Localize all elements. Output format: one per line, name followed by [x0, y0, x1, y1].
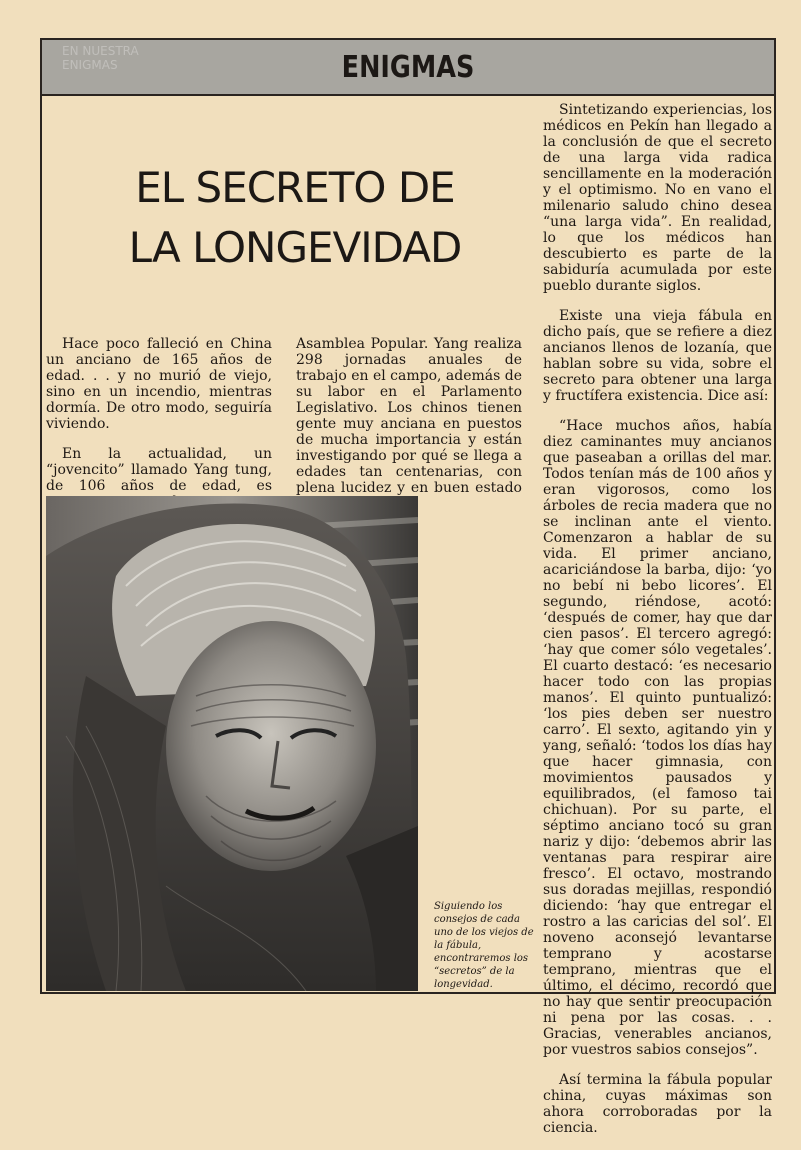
bleed-through-text: EN NUESTRA ENIGMAS	[62, 44, 139, 72]
paragraph: Asamblea Popular. Yang realiza 298 jornadas anuales de trabajo en el campo, además de su labor en el Parlamento Legislativo. Los chinos tienen gente muy anciana en puestos de mucha importancia y están investigando por qué se llega a edades tan centenarias, con plena lucidez y en buen estado	[296, 336, 523, 496]
paragraph: Así termina la fábula popular china, cuyas máximas son ahora corroboradas por la ciencia.	[543, 1072, 772, 1136]
title-line-1: EL SECRETO DE	[135, 163, 455, 212]
elderly-woman-photo	[46, 496, 418, 991]
paragraph: En la actualidad, un “jovencito” llamado Yang tung, de 106 años de edad, es	[46, 446, 272, 494]
column-3	[543, 102, 772, 1150]
article-title	[60, 158, 530, 278]
title-line-2: LA LONGEVIDAD	[128, 223, 462, 272]
paragraph: Existe una vieja fábula en dicho país, que se refiere a diez ancianos llenos de lozanía, que hablan sobre su vida, sobre el secreto para obtener una larga y fructífera existencia. Dice así:	[543, 308, 772, 404]
paragraph: “Hace muchos años, había diez caminantes muy ancianos que paseaban a orillas del mar. Todos tenían más de 100 años y eran vigorosos, como los árboles de recia madera que no se inclinan ante el viento. Comenzaron a hablar de su vida. El primer anciano, acariciándose la barba, dijo: ‘yo no bebí ni bebo licores’. El segundo, riéndose, acotó: ‘después de comer, hay que dar cien pasos’. El tercero agregó: ‘hay que comer sólo vegetales’. El cuarto destacó: ‘es necesario hacer todo con las propias manos’. El quinto puntualizó: ‘los pies deben ser nuestro carro’. El sexto, agitando yin y yang, señaló: ‘todos los días hay que hacer gimnasia, con movimientos pausados y equilibrados, (el famoso tai chichuan). Por su parte, el séptimo anciano tocó su gran nariz y dijo: ‘debemos abrir las ventanas para respirar aire fresco’. El octavo, mostrando sus doradas mejillas, respondió diciendo: ‘hay que entregar el rostro a las caricias del sol’. El noveno aconsejó levantarse temprano y acostarse temprano, mientras que el último, el décimo, recordó que no hay que sentir preocupación ni pena por las cosas. . . Gracias, venerables ancianos, por vuestros sabios consejos”.	[543, 418, 772, 1058]
paragraph: Sintetizando experiencias, los médicos en Pekín han llegado a la conclusión de que el secreto de una larga vida radica sencillamente en la moderación y el optimismo. No en vano el milenario saludo chino desea “una larga vida”. En realidad, lo que los médicos han descubierto es parte de la sabiduría acumulada por este pueblo durante siglos.	[543, 102, 772, 294]
section-title: ENIGMAS	[341, 50, 475, 85]
photo-caption: Siguiendo los consejos de cada uno de los viejos de la fábula, encontraremos los “secretos” de la longevidad.	[434, 901, 534, 990]
section-header	[40, 38, 776, 96]
paragraph: Hace poco falleció en China un anciano de 165 años de edad. . . y no murió de viejo, sino en un incendio, mientras dormía. De otro modo, seguiría viviendo.	[46, 336, 272, 432]
